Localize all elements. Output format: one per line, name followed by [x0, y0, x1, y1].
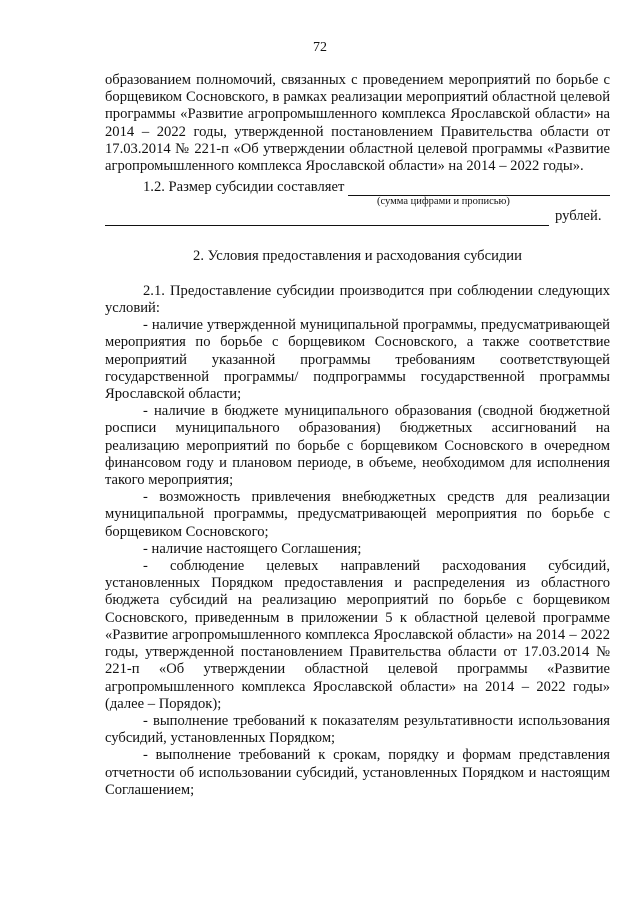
condition-item: - соблюдение целевых направлений расходования субсидий, установленных Порядком предоставления и распределения из областного бюджета субсидий на реализацию мероприятий по борьбе с борщевиком Сосновского, приведенным в приложении 5 к областной целевой программе «Развитие агропромышленного комплекса Ярославской области» на 2014 – 2022 годы, утвержденной постановлением Правительства области от 17.03.2014 № 221-п «Об утверждении областной целевой программы «Развитие агропромышленного комплекса Ярославской области» на 2014 – 2022 годы» (далее – Порядок); [105, 558, 610, 712]
clause-2-1: 2.1. Предоставление субсидии производится при соблюдении следующих условий: [105, 282, 610, 317]
subsidy-amount-label: 1.2. Размер субсидии составляет [143, 179, 345, 196]
subsidy-amount-continuation [105, 208, 610, 225]
subsidy-amount-hint: (сумма цифрами и прописью) [377, 196, 510, 208]
condition-item: - наличие утвержденной муниципальной программы, предусматривающей мероприятия по борьбе с борщевиком Сосновского, а также соответствие мероприятий указанной программы требованиям соответствующей государственной программы/ подпрограммы государственной программы Ярославской области; [105, 317, 610, 403]
page-number: 72 [313, 40, 327, 55]
condition-item: - наличие настоящего Соглашения; [143, 540, 362, 557]
condition-item: - выполнение требований к показателям результативности использования субсидий, установленных Порядком; [105, 712, 610, 747]
condition-item: - наличие в бюджете муниципального образования (сводной бюджетной росписи муниципального образования) бюджетных ассигнований на реализацию мероприятий по борьбе с борщевиком Сосновского в очередном финансовом году и плановом периоде, в объеме, необходимом для исполнения такого мероприятия; [105, 403, 610, 489]
subsidy-amount-row [105, 179, 610, 196]
section-title: 2. Условия предоставления и расходования субсидии [193, 247, 522, 264]
subsidy-amount-blank-2 [105, 212, 549, 226]
document-body [105, 72, 610, 799]
subsidy-amount-blank [348, 182, 610, 196]
currency-suffix: рублей. [555, 208, 602, 225]
condition-item: - выполнение требований к срокам, порядку и формам представления отчетности об использовании субсидий, установленных Порядком и настоящим Соглашением; [105, 747, 610, 798]
intro-paragraph: образованием полномочий, связанных с проведением мероприятий по борьбе с борщевиком Сосновского, в рамках реализации мероприятий областной целевой программы «Развитие агропромышленного комплекса Ярославской области» на 2014 – 2022 годы, утвержденной постановлением Правительства области от 17.03.2014 № 221-п «Об утверждении областной целевой программы «Развитие агропромышленного комплекса Ярославской области» на 2014 – 2022 годы». [105, 72, 610, 175]
condition-item: - возможность привлечения внебюджетных средств для реализации муниципальной программы, предусматривающей мероприятия по борьбе с борщевиком Сосновского; [105, 489, 610, 540]
